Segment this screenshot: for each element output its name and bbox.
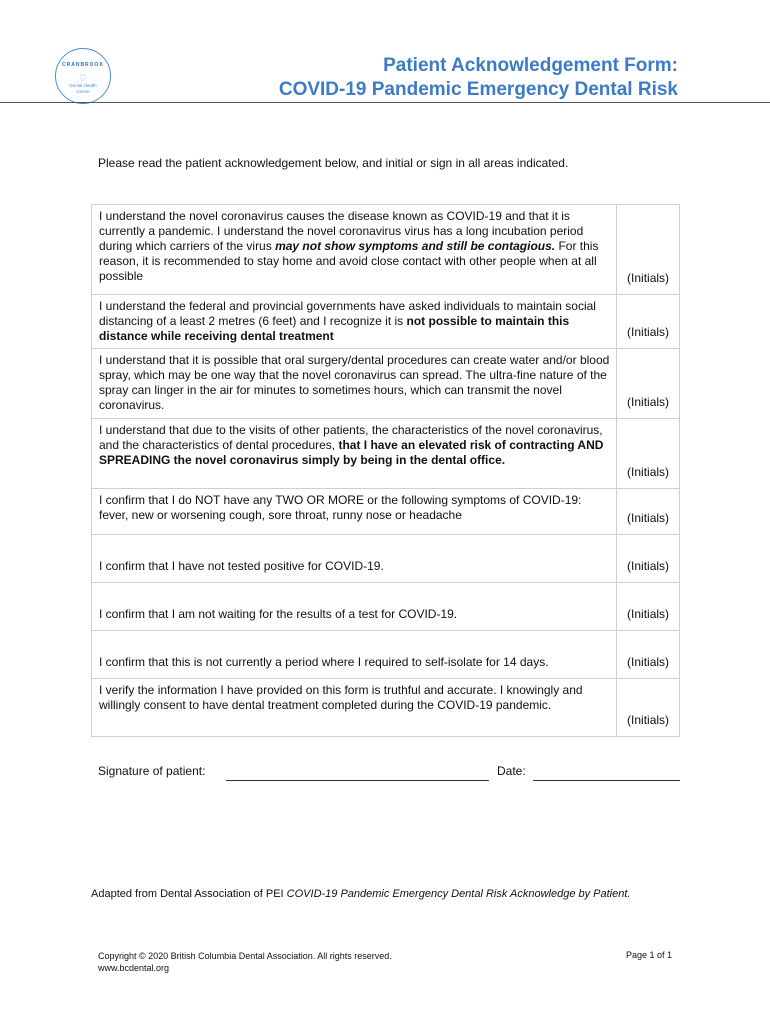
acknowledgement-row <box>92 631 680 679</box>
statement-text <box>92 205 617 295</box>
statement-segment: I confirm that I do NOT have any TWO OR MORE or the following symptoms of COVID-19: fever, new or worsening cough, sore throat, runny nose or headache <box>99 493 582 522</box>
clinic-logo <box>55 48 111 104</box>
initials-field[interactable] <box>617 419 680 489</box>
initials-field[interactable] <box>617 631 680 679</box>
initials-label: (Initials) <box>627 559 670 573</box>
statement-text <box>92 295 617 349</box>
initials-label: (Initials) <box>627 713 670 727</box>
statement-segment: I understand the novel coronavirus causes the disease known as COVID-19 and that it is currently a pandemic. I understand the novel coronavirus virus has a long incubation period during which carriers of the virus <box>99 209 584 253</box>
initials-label: (Initials) <box>627 607 670 621</box>
statement-text <box>92 631 617 679</box>
acknowledgement-row <box>92 535 680 583</box>
intro-text: Please read the patient acknowledgement below, and initial or sign in all areas indicated. <box>98 156 569 170</box>
acknowledgement-row <box>92 205 680 295</box>
statement-segment: For this reason, it is recommended to stay home and avoid close contact with other people when at all possible <box>99 239 599 283</box>
statement-segment: I confirm that I am not waiting for the results of a test for COVID-19. <box>99 607 458 621</box>
copyright-text: Copyright © 2020 British Columbia Dental Association. All rights reserved. <box>98 951 392 961</box>
acknowledgement-row <box>92 349 680 419</box>
statement-segment: I confirm that I have not tested positive for COVID-19. <box>99 559 384 573</box>
signature-label: Signature of patient: <box>98 764 206 778</box>
initials-label: (Initials) <box>627 655 670 669</box>
initials-field[interactable] <box>617 535 680 583</box>
initials-field[interactable] <box>617 349 680 419</box>
statement-text <box>92 679 617 737</box>
initials-label: (Initials) <box>627 465 670 479</box>
website-link[interactable]: www.bcdental.org <box>98 963 170 973</box>
statement-segment: I confirm that this is not currently a period where I required to self-isolate for 14 days. <box>99 655 549 669</box>
form-title-line2: COVID-19 Pandemic Emergency Dental Risk <box>278 79 678 100</box>
header-divider <box>0 102 770 103</box>
statement-text <box>92 349 617 419</box>
initials-field[interactable] <box>617 205 680 295</box>
acknowledgement-row <box>92 489 680 535</box>
form-title-line1: Patient Acknowledgement Form: <box>383 55 678 76</box>
acknowledgement-row <box>92 419 680 489</box>
statement-emphasis: not possible to maintain this distance while receiving dental treatment <box>99 314 570 343</box>
initials-label: (Initials) <box>627 271 670 285</box>
initials-field[interactable] <box>617 295 680 349</box>
acknowledgement-row <box>92 295 680 349</box>
initials-field[interactable] <box>617 583 680 631</box>
adapted-prefix: Adapted from Dental Association of PEI <box>91 888 287 900</box>
acknowledgement-row <box>92 679 680 737</box>
statement-emphasis: that I have an elevated risk of contracting AND SPREADING the novel coronavirus simply by being in the dental office. <box>99 438 604 467</box>
statement-text <box>92 489 617 535</box>
statement-segment: I understand the federal and provincial governments have asked individuals to maintain social distancing of a least 2 metres (6 feet) and I recognize it is <box>99 299 596 328</box>
initials-label: (Initials) <box>627 511 670 525</box>
initials-field[interactable] <box>617 489 680 535</box>
adapted-note <box>91 888 630 900</box>
copyright-block <box>98 950 392 974</box>
signature-line[interactable] <box>226 780 489 781</box>
initials-label: (Initials) <box>627 395 670 409</box>
statement-text <box>92 535 617 583</box>
statement-emphasis: may not show symptoms and still be contagious. <box>275 239 556 253</box>
acknowledgement-row <box>92 583 680 631</box>
acknowledgement-table <box>91 204 680 737</box>
initials-field[interactable] <box>617 679 680 737</box>
logo-bottom-text: Dental Health Centre <box>69 83 97 94</box>
date-label: Date: <box>497 764 526 778</box>
statement-text <box>92 583 617 631</box>
statement-segment: I verify the information I have provided on this form is truthful and accurate. I knowingly and willingly consent to have dental treatment completed during the COVID-19 pandemic. <box>99 683 583 712</box>
page-number: Page 1 of 1 <box>625 950 672 960</box>
date-line[interactable] <box>533 780 680 781</box>
statement-text <box>92 419 617 489</box>
initials-label: (Initials) <box>627 325 670 339</box>
statement-segment: I understand that it is possible that oral surgery/dental procedures can create water and/or blood spray, which may be one way that the novel coronavirus can spread. The ultra-fine nature of the spray can linger in the air for minutes to sometimes hours, which can transmit the novel coronavirus. <box>99 353 610 412</box>
logo-top-text: CRANBROOK <box>62 62 105 68</box>
statement-segment: I understand that due to the visits of other patients, the characteristics of the novel coronavirus, and the characteristics of dental procedures, <box>99 423 603 452</box>
adapted-source-title: COVID-19 Pandemic Emergency Dental Risk Acknowledge by Patient. <box>286 888 631 900</box>
tooth-icon: ♡ <box>79 73 88 83</box>
